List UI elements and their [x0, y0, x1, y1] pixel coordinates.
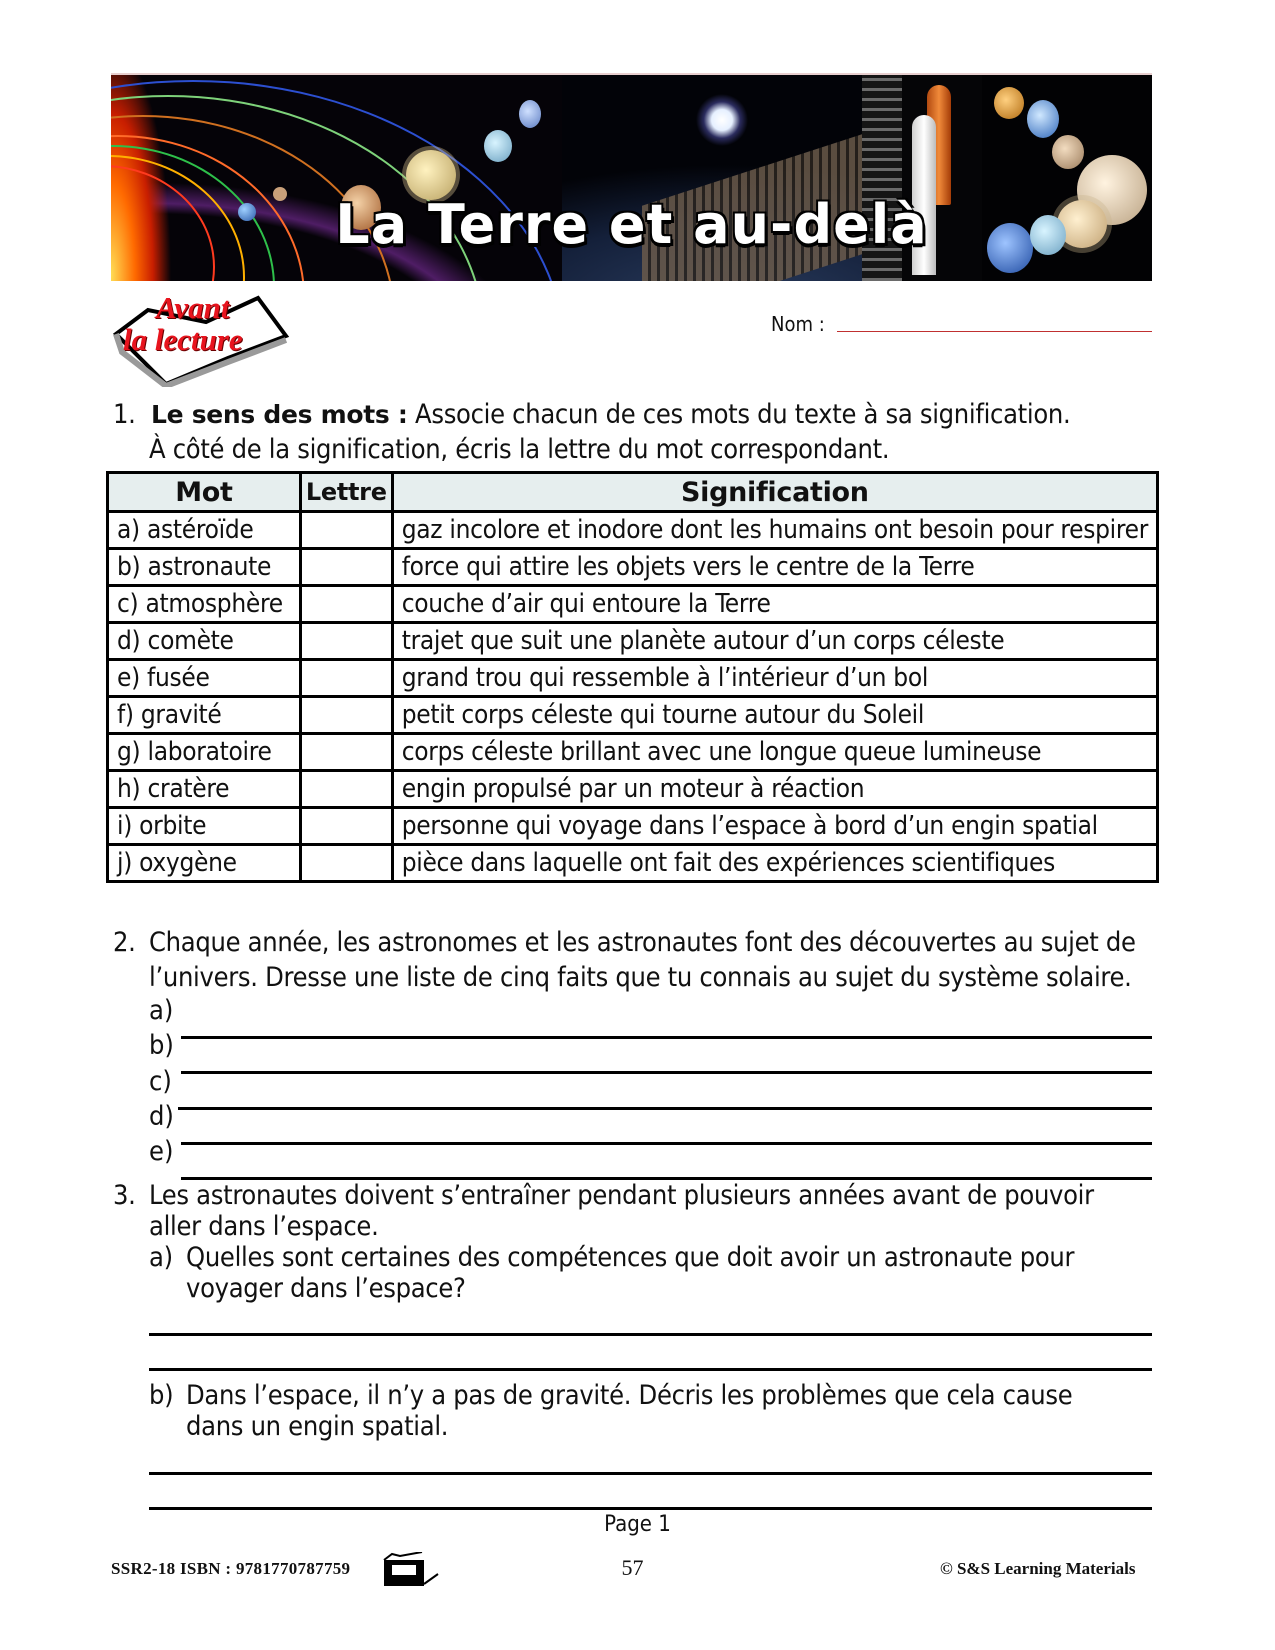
meaning-cell: grand trou qui ressemble à l’intérieur d’un bol [392, 660, 1157, 697]
page-number: 57 [621, 1555, 644, 1580]
word-cell: a) astéroïde [108, 512, 301, 549]
meaning-cell: petit corps céleste qui tourne autour du Soleil [392, 697, 1157, 734]
column-header-signification: Signification [392, 473, 1157, 512]
table-row [108, 512, 1158, 549]
meaning-cell: trajet que suit une planète autour d’un corps céleste [392, 623, 1157, 660]
page-label: Page 1 [604, 1512, 671, 1537]
meaning-cell: couche d’air qui entoure la Terre [392, 586, 1157, 623]
word-cell: f) gravité [108, 697, 301, 734]
question-2-line-2: l’univers. Dresse une liste de cinq faits que tu connais au sujet du système solaire. [149, 962, 1132, 993]
vocabulary-table [106, 471, 1159, 883]
table-row [108, 808, 1158, 845]
letter-input[interactable] [300, 549, 392, 586]
column-header-lettre: Lettre [300, 473, 392, 512]
word-cell: i) orbite [108, 808, 301, 845]
table-row [108, 697, 1158, 734]
question-2: 2. Chaque année, les astronomes et les astronautes font des découvertes au sujet de [113, 927, 1136, 958]
name-input[interactable] [837, 331, 1152, 332]
letter-input[interactable] [300, 734, 392, 771]
letter-input[interactable] [300, 586, 392, 623]
meaning-cell: engin propulsé par un moteur à réaction [392, 771, 1157, 808]
table-row [108, 549, 1158, 586]
word-cell: h) cratère [108, 771, 301, 808]
answer-line-b[interactable] [181, 1071, 1152, 1074]
page-title: La Terre et au-delà [335, 193, 928, 256]
word-cell: e) fusée [108, 660, 301, 697]
question-3: 3. Les astronautes doivent s’entraîner pendant plusieurs années avant de pouvoir [113, 1180, 1094, 1211]
isbn-code: SSR2-18 ISBN : 9781770787759 [111, 1559, 351, 1578]
word-cell: b) astronaute [108, 549, 301, 586]
letter-input[interactable] [300, 771, 392, 808]
column-header-mot: Mot [108, 473, 301, 512]
meaning-cell: gaz incolore et inodore dont les humains ont besoin pour respirer [392, 512, 1157, 549]
word-cell: d) comète [108, 623, 301, 660]
meaning-cell: pièce dans laquelle ont fait des expériences scientifiques [392, 845, 1157, 882]
question-1-heading: Le sens des mots : [151, 400, 408, 429]
question-1: 1. Le sens des mots : Associe chacun de ces mots du texte à sa signification. [113, 399, 1071, 430]
answer-line-3a-1[interactable] [149, 1333, 1152, 1336]
answer-line-c[interactable] [178, 1107, 1152, 1110]
table-row [108, 623, 1158, 660]
table-row [108, 734, 1158, 771]
question-3-line-2: aller dans l’espace. [149, 1211, 379, 1242]
answer-line-3a-2[interactable] [149, 1368, 1152, 1371]
name-label: Nom : [771, 312, 825, 336]
letter-input[interactable] [300, 808, 392, 845]
meaning-cell: corps céleste brillant avec une longue queue lumineuse [392, 734, 1157, 771]
answer-line-a[interactable] [181, 1036, 1152, 1039]
header-banner [111, 73, 1152, 281]
before-reading-badge: Avant la lecture [108, 292, 293, 387]
letter-input[interactable] [300, 660, 392, 697]
question-3a-text: Quelles sont certaines des compétences que doit avoir un astronaute pour [186, 1242, 1075, 1273]
question-3b-text: Dans l’espace, il n’y a pas de gravité. Décris les problèmes que cela cause [186, 1380, 1073, 1411]
copyright: © S&S Learning Materials [940, 1559, 1136, 1578]
word-cell: c) atmosphère [108, 586, 301, 623]
letter-input[interactable] [300, 623, 392, 660]
letter-input[interactable] [300, 512, 392, 549]
letter-input[interactable] [300, 697, 392, 734]
word-cell: j) oxygène [108, 845, 301, 882]
table-row [108, 845, 1158, 882]
neptune-icon [519, 100, 541, 128]
table-row [108, 771, 1158, 808]
table-row [108, 660, 1158, 697]
table-header-row [108, 473, 1158, 512]
answer-line-d[interactable] [181, 1142, 1152, 1145]
word-cell: g) laboratoire [108, 734, 301, 771]
question-1-instruction: À côté de la signification, écris la lettre du mot correspondant. [149, 434, 890, 465]
meaning-cell: force qui attire les objets vers le centre de la Terre [392, 549, 1157, 586]
answer-line-3b-2[interactable] [149, 1507, 1152, 1510]
table-row [108, 586, 1158, 623]
uranus-icon [484, 130, 512, 162]
answer-line-3b-1[interactable] [149, 1472, 1152, 1475]
meaning-cell: personne qui voyage dans l’espace à bord d’un engin spatial [392, 808, 1157, 845]
letter-input[interactable] [300, 845, 392, 882]
